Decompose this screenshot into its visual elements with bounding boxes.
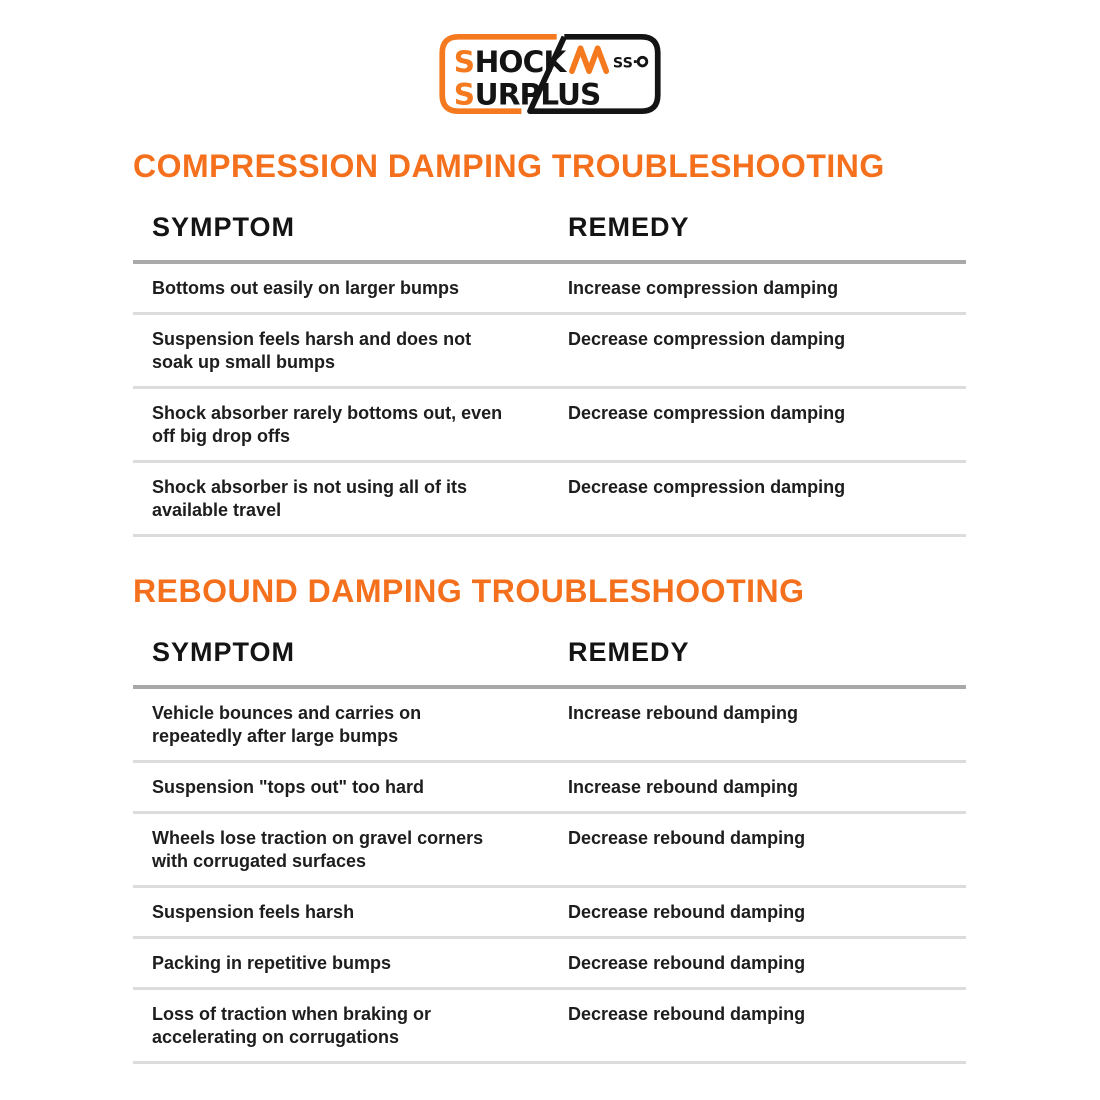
symptom-cell: Suspension "tops out" too hard xyxy=(152,777,425,797)
table-header-row xyxy=(133,610,966,689)
column-header-symptom: SYMPTOM xyxy=(152,212,296,242)
coil-spring-icon xyxy=(572,48,606,71)
symptom-cell: Packing in repetitive bumps xyxy=(152,953,392,973)
shock-surplus-logo-icon xyxy=(435,33,665,115)
logo-badge-text: SS xyxy=(612,55,633,72)
column-header-symptom: SYMPTOM xyxy=(152,637,296,667)
table-row xyxy=(133,389,966,463)
symptom-cell: Bottoms out easily on larger bumps xyxy=(152,278,460,298)
column-header-remedy: REMEDY xyxy=(568,637,690,667)
remedy-cell: Decrease rebound damping xyxy=(568,828,806,848)
remedy-cell: Decrease compression damping xyxy=(568,403,846,423)
table-row xyxy=(133,763,966,814)
logo-word2-rest: URPLUS xyxy=(474,77,601,112)
remedy-cell: Increase rebound damping xyxy=(568,777,799,797)
table-row xyxy=(133,264,966,315)
table-row xyxy=(133,990,966,1064)
remedy-cell: Decrease rebound damping xyxy=(568,1004,806,1024)
table-header-row xyxy=(133,185,966,264)
remedy-cell: Decrease compression damping xyxy=(568,329,846,349)
remedy-cell: Increase compression damping xyxy=(568,278,839,298)
table-row xyxy=(133,814,966,888)
section-compression-damping xyxy=(133,148,966,537)
symptom-cell: Vehicle bounces and carries on repeatedly after large bumps xyxy=(152,703,422,746)
remedy-cell: Decrease compression damping xyxy=(568,477,846,497)
symptom-cell: Shock absorber rarely bottoms out, even off big drop offs xyxy=(152,403,503,446)
section-title-rebound: REBOUND DAMPING TROUBLESHOOTING xyxy=(133,573,805,609)
table-row xyxy=(133,315,966,389)
logo-word1-initial: S xyxy=(453,45,475,80)
logo-word2-initial: S xyxy=(453,77,475,112)
symptom-cell: Loss of traction when braking or accelerating on corrugations xyxy=(152,1004,432,1047)
symptom-cell: Wheels lose traction on gravel corners with corrugated surfaces xyxy=(152,828,484,871)
column-header-remedy: REMEDY xyxy=(568,212,690,242)
table-row xyxy=(133,939,966,990)
section-title-compression: COMPRESSION DAMPING TROUBLESHOOTING xyxy=(133,148,885,184)
remedy-cell: Increase rebound damping xyxy=(568,703,799,723)
shock-surplus-logo xyxy=(435,33,665,115)
symptom-cell: Suspension feels harsh and does not soak up small bumps xyxy=(152,329,472,372)
remedy-cell: Decrease rebound damping xyxy=(568,902,806,922)
remedy-cell: Decrease rebound damping xyxy=(568,953,806,973)
table-row xyxy=(133,689,966,763)
section-rebound-damping xyxy=(133,573,966,1064)
symptom-cell: Shock absorber is not using all of its available travel xyxy=(152,477,468,520)
symptom-cell: Suspension feels harsh xyxy=(152,902,355,922)
table-row xyxy=(133,463,966,537)
shock-eyelet-icon xyxy=(638,57,647,66)
logo-word1-rest: HOCK xyxy=(474,45,566,80)
table-row xyxy=(133,888,966,939)
